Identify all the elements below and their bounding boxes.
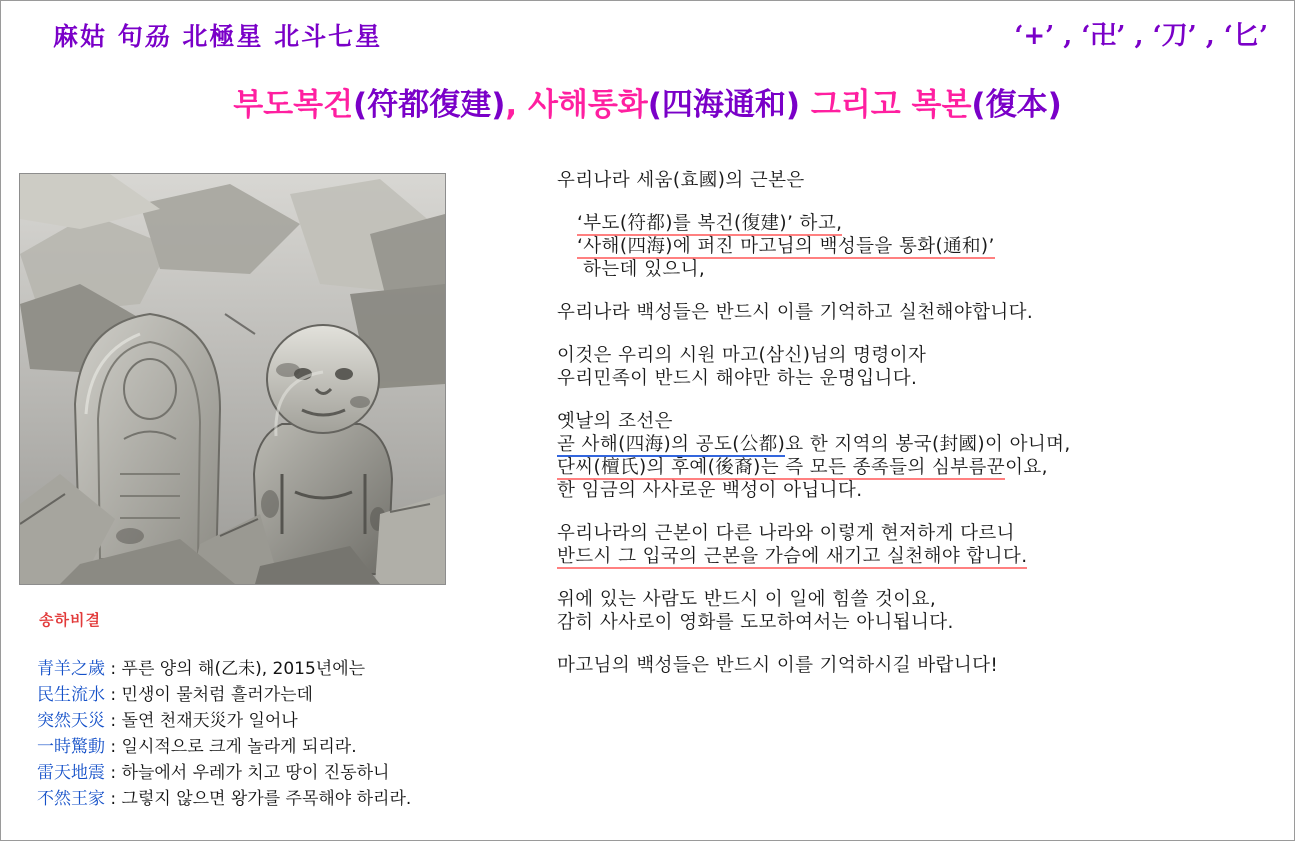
verse-text: : 푸른 양의 해(乙未), 2015년에는: [105, 659, 366, 679]
body-line-10: [557, 456, 1257, 479]
body-line-9: [557, 433, 1257, 456]
title-part-1: 부도복건: [233, 87, 354, 123]
verse-line: [37, 786, 537, 812]
body-text-column: [557, 169, 1257, 677]
body-line-11: 한 임금의 사사로운 백성이 아닙니다.: [557, 480, 863, 501]
spacer: [557, 502, 1257, 522]
body-line-10-underlined: 단씨(檀氏)의 후예(後裔)는 즉 모든 종족들의 심부름꾼: [557, 457, 1006, 478]
body-line-13: [557, 545, 1257, 568]
verse-hanja: 不然王家: [37, 789, 105, 809]
spacer: [557, 568, 1257, 588]
body-line-16: 마고님의 백성들은 반드시 이를 기억하시길 바랍니다!: [557, 655, 999, 676]
verse-block: [37, 656, 537, 812]
verse-line: [37, 656, 537, 682]
body-line-2: [557, 212, 1257, 235]
body-line-5: 우리나라 백성들은 반드시 이를 기억하고 실천해야합니다.: [557, 302, 1034, 323]
verse-hanja: 一時驚動: [37, 737, 105, 757]
body-line-9-underlined: 곧 사해(四海)의 공도(公都): [557, 434, 786, 455]
body-line-1: 우리나라 세움(효國)의 근본은: [557, 170, 805, 191]
verse-hanja: 民生流水: [37, 685, 105, 705]
title-hanja-1: (符都復建): [353, 87, 506, 123]
verse-text: : 하늘에서 우레가 치고 땅이 진동하니: [105, 763, 390, 783]
spacer: [557, 192, 1257, 212]
body-line-8: 옛날의 조선은: [557, 411, 673, 432]
body-line-12: 우리나라의 근본이 다른 나라와 이렇게 현저하게 다르니: [557, 523, 1015, 544]
stone-statue-photo: [19, 173, 446, 585]
body-line-3-text: ‘사해(四海)에 퍼진 마고님의 백성들을 통화(通和)’: [577, 236, 995, 257]
body-line-3: [557, 235, 1257, 258]
body-line-2-text: ‘부도(符都)를 복건(復建)’ 하고,: [577, 213, 843, 234]
verse-text: : 그렇지 않으면 왕가를 주목해야 하리라.: [105, 789, 412, 809]
body-line-4: 하는데 있으니,: [583, 259, 706, 280]
body-line-14: 위에 있는 사람도 반드시 이 일에 힘쓸 것이요,: [557, 589, 937, 610]
body-line-9-rest: 요 한 지역의 봉국(封國)이 아니며,: [785, 434, 1071, 455]
verse-hanja: 青羊之歲: [37, 659, 105, 679]
body-line-6: 이것은 우리의 시원 마고(삼신)님의 명령이자: [557, 345, 927, 366]
verse-text: : 일시적으로 크게 놀라게 되리라.: [105, 737, 357, 757]
body-line-15: 감히 사사로이 영화를 도모하여서는 아니됩니다.: [557, 612, 954, 633]
title-hanja-2: (四海通和): [647, 87, 801, 123]
header-left-text: 麻姑 句刕 北極星 北斗七星: [53, 22, 383, 51]
spacer: [557, 390, 1257, 410]
spacer: [557, 281, 1257, 301]
body-line-7: 우리민족이 반드시 해야만 하는 운명입니다.: [557, 368, 918, 389]
verse-line: [37, 734, 537, 760]
page-title: [1, 79, 1294, 124]
spacer: [557, 324, 1257, 344]
verse-text: : 민생이 물처럼 흘러가는데: [105, 685, 313, 705]
verse-text: : 돌연 천재天災가 일어나: [105, 711, 298, 731]
verse-line: [37, 708, 537, 734]
verse-line: [37, 760, 537, 786]
verse-hanja: 突然天災: [37, 711, 105, 731]
photo-illustration: [20, 174, 445, 584]
body-line-10-rest: 이요,: [1005, 457, 1048, 478]
photo-caption: 송하비결: [39, 611, 101, 629]
header-right-symbols: ‘+’ , ‘卍’ , ‘刀’ , ‘匕’: [1014, 21, 1268, 51]
spacer: [557, 634, 1257, 654]
title-hanja-3: (復本): [971, 87, 1062, 123]
verse-line: [37, 682, 537, 708]
title-part-2: , 사해통화: [505, 87, 648, 123]
title-part-3: 그리고 복본: [800, 87, 972, 123]
body-line-13-text: 반드시 그 입국의 근본을 가슴에 새기고 실천해야 합니다.: [557, 546, 1028, 567]
verse-hanja: 雷天地震: [37, 763, 105, 783]
